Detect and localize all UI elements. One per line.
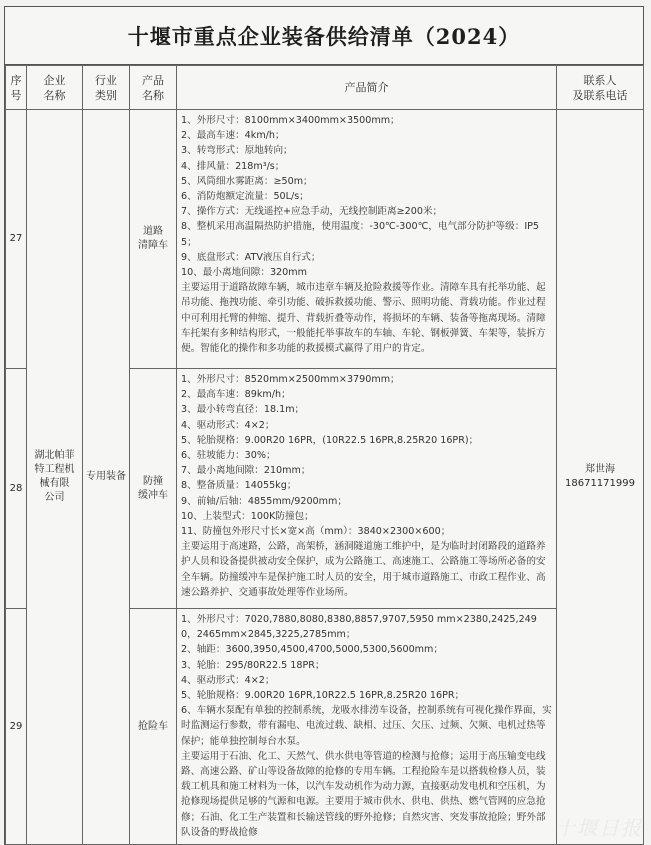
spec-line: 3、最小转弯直径：18.1m； <box>181 404 305 416</box>
row-seq: 29 <box>6 609 27 845</box>
product-intro <box>177 369 557 609</box>
header-contact: 联系人 及联系电话 <box>557 66 644 110</box>
spec-line: 2、最高车速：4km/h； <box>181 130 285 142</box>
contact-cell <box>557 110 644 845</box>
header-product: 产品 名称 <box>130 66 177 110</box>
spec-line: 1、外形尺寸：8100mm×3400mm×3500mm； <box>181 115 400 126</box>
row-seq: 27 <box>6 110 27 369</box>
spec-line: 10、最小离地间隙：320mm <box>181 267 307 279</box>
spec-line: 3、转弯形式：原地转向； <box>181 145 293 157</box>
spec-line: 5、轮胎规格：9.00R20 16PR,10R22.5 16PR,8.25R20 16PR； <box>181 690 465 702</box>
header-intro: 产品简介 <box>177 66 557 110</box>
product-description: 主要运用于道路故障车辆，城市违章车辆及抢险救援等作业。清障车具有托举功能、起吊功能、拖拽功能、牵引功能、破拆救援功能、警示、照明功能、背载功能。作业过程中可利用托臂的伸缩、提升、背载折叠等动作，将损坏的车辆、装备等拖离现场。清障车托架有多种结构形式，一般能托举事故车的车轴、车轮、钢板弹簧、车架等，装拆方便。智能化的操作和多功能的救援模式赢得了用户的肯定。 <box>181 282 546 355</box>
product-description: 主要运用于石油、化工、天然气、供水供电等管道的检测与抢修；运用于高压输变电线路、高速公路、矿山等设备故障的抢修的专用车辆。工程抢险车是以搭载检修人员，装载工机具和施工材料为一体，以汽车发动机作为动力源，直接驱动发电机和空压机，为抢修现场提供足够的气源和电源。主要用于城市供水、供电、供热、燃气管网的应急抢修；石油、化工生产装置和长输送管线的野外抢修；自然灾害、突发事故抢险；野外部队设备的野战抢修 <box>181 750 546 838</box>
industry-type: 专用装备 <box>83 110 130 845</box>
header-industry: 行业 类别 <box>83 66 130 110</box>
row-seq: 28 <box>6 369 27 609</box>
spec-line: 4、驱动形式：4×2； <box>181 419 275 431</box>
product-name: 防撞 缓冲车 <box>130 369 177 609</box>
spec-line: 6、消防炮额定流量：50L/s； <box>181 191 309 203</box>
contact-phone: 18671171999 <box>565 478 635 489</box>
spec-line: 2、轴距：3600,3950,4500,4700,5000,5300,5600mm； <box>181 644 443 656</box>
spec-line: 5、风筒细水雾距离：≥50m； <box>181 175 313 187</box>
spec-line: 6、驻坡能力：30%； <box>181 450 276 462</box>
spec-line: 10、上装型式：100K防撞包； <box>181 510 314 522</box>
product-intro <box>177 110 557 369</box>
spec-line: 9、前轴/后轴：4855mm/9200mm； <box>181 495 347 507</box>
spec-line: 9、底盘形式：ATV液压自行式； <box>181 251 321 263</box>
spec-line: 5、轮胎规格：9.00R20 16PR，(10R22.5 16PR,8.25R20 16PR)； <box>181 434 479 446</box>
spec-line: 2、最高车速：89km/h； <box>181 389 291 401</box>
spec-line: 1、外形尺寸：7020,7880,8080,8380,8857,9707,5950 mm×2380,2425,2490，2465mm×2845,3225,2785mm； <box>181 614 537 641</box>
header-company: 企业 名称 <box>27 66 83 110</box>
equipment-table <box>5 65 644 845</box>
spec-line: 1、外形尺寸：8520mm×2500mm×3790mm； <box>181 374 400 385</box>
spec-line: 4、排风量：218m³/s； <box>181 160 285 172</box>
header-seq: 序 号 <box>6 66 27 110</box>
spec-line: 4、驱动形式：4×2； <box>181 674 275 686</box>
product-description: 主要运用于高速路，公路，高架桥，涵洞隧道施工维护中，是为临时封闭路段的道路养护人员和设备提供被动安全保护，成为公路施工、高速施工、公路施工等场所必备的安全车辆。防撞缓冲车是保护施工时人员的安全，用于城市道路施工、市政工程作业、高速公路养护、交通事故处理等作业场所。 <box>181 541 546 598</box>
company-name: 湖北帕菲 特工程机 械有限 公司 <box>27 110 83 845</box>
spec-line: 6、车辆水泵配有单独的控制系统，龙吸水排涝车设备，控制系统有可视化操作界面，实时监测运行参数，带有漏电、电流过载、缺相、过压、欠压、过频、欠频、电机过热等保护；能单独控制每台水泵。 <box>181 705 552 747</box>
spec-line: 8、整机采用高温隔热防护措施，使用温度：-30℃-300℃，电气部分防护等级：IP55； <box>181 221 540 248</box>
contact-name: 郑世海 <box>585 464 615 475</box>
header-row <box>6 66 644 110</box>
table-row <box>6 110 644 369</box>
spec-line: 8、整备质量：14055kg； <box>181 480 297 492</box>
product-intro <box>177 609 557 845</box>
document-sheet <box>4 6 644 845</box>
spec-line: 11、防撞包外形尺寸长×宽×高（mm）：3840×2300×600； <box>181 526 451 538</box>
spec-line: 7、操作方式：无线遥控+应急手动，无线控制距离≥200米； <box>181 206 443 218</box>
product-name: 道路 清障车 <box>130 110 177 369</box>
page-title: 十堰市重点企业装备供给清单（2024） <box>5 7 643 65</box>
spec-line: 3、轮胎：295/80R22.5 18PR； <box>181 659 325 671</box>
newspaper-watermark: 十堰日报 <box>555 816 643 840</box>
product-name: 抢险车 <box>130 609 177 845</box>
spec-line: 7、最小离地间隙：210mm； <box>181 465 311 477</box>
